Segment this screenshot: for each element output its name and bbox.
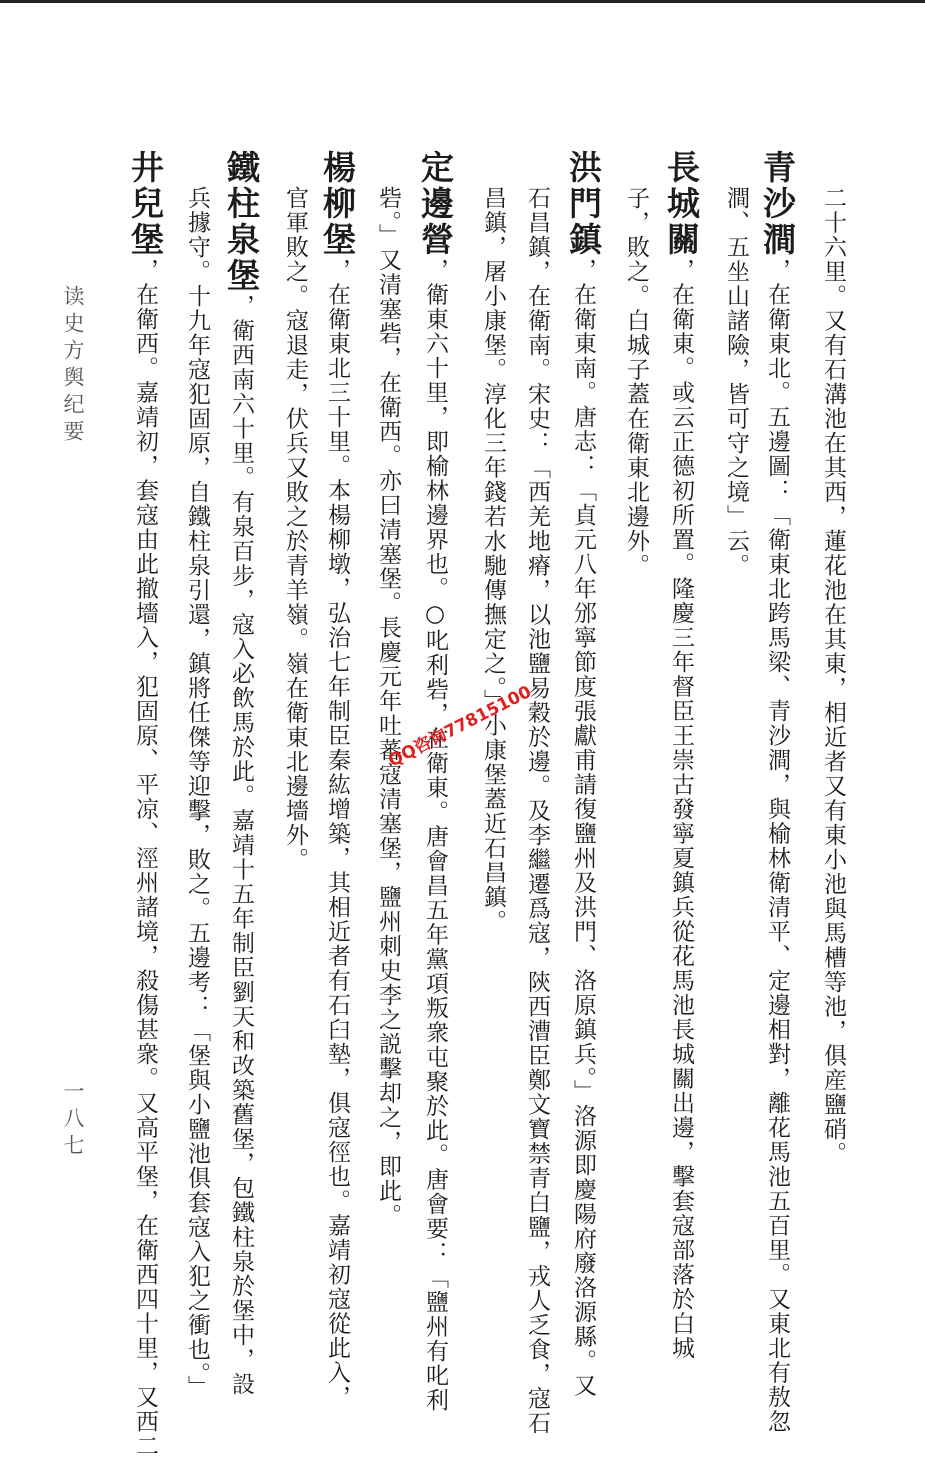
column-heading: 青沙澗: [758, 150, 797, 258]
column-text: 砦。」又清塞砦，在衛西。亦曰清塞堡。長慶元年吐蕃寇清塞堡，鹽州刺史李之説擊却之，即此。: [375, 186, 401, 1228]
text-column-2: [758, 150, 797, 1434]
column-text: ，衛西南六十里。有泉百步，寇入必飲馬於此。嘉靖十五年制臣劉天和改築舊堡，包鐵柱泉於堡中，設: [228, 294, 254, 1397]
text-column-8: [478, 186, 508, 934]
column-text: 官軍敗之。寇退走，伏兵又敗之於青羊嶺。嶺在衛東北邊墻外。: [282, 186, 308, 872]
text-column-15: [126, 150, 165, 1459]
column-heading: 楊柳堡: [318, 150, 357, 258]
text-column-10: [373, 186, 403, 1228]
column-text: 石昌鎮，在衛南。宋史：「西羌地瘠，以池鹽易穀於邊。及李繼遷爲寇，陝西漕臣鄭文寶禁青白鹽，戎人乏食，寇石: [524, 186, 550, 1436]
column-heading: 定邊營: [416, 150, 455, 258]
text-column-6: [564, 150, 603, 1398]
text-column-14: [182, 186, 212, 1400]
column-text: ，在衛東北。五邊圖：「衛東北跨馬梁、青沙澗，與榆林衛清平、定邊相對，離花馬池五百里。又東北有敖忽: [764, 258, 790, 1434]
text-column-4: [662, 150, 701, 1361]
column-text: 澗、五坐山諸險，皆可守之境」云。: [723, 186, 749, 578]
column-text: ，在衛東。或云正德初所置。隆慶三年督臣王崇古發寧夏鎮兵從花馬池長城關出邊，擊套寇部落於白城: [668, 258, 694, 1361]
text-column-11: [318, 150, 357, 1410]
text-column-7: [522, 186, 552, 1436]
column-text: ，在衛西。嘉靖初，套寇由此撤墻入，犯固原、平凉、涇州諸境，殺傷甚衆。又高平堡，在衛西四十里，又西二: [132, 258, 158, 1459]
column-heading: 鐵柱泉堡: [222, 150, 261, 294]
watermark: QQ咨询77815100: [385, 682, 535, 772]
column-text: 兵據守。十九年寇犯固原，自鐵柱泉引還，鎮將任傑等迎擊，敗之。五邊考：「堡與小鹽池俱套寇入犯之衝也。」: [184, 186, 210, 1400]
column-text: ，在衛東北三十里。本楊柳墩，弘治七年制臣秦紘增築，其相近者有石臼墊，俱寇徑也。嘉靖初寇從此入，: [324, 258, 350, 1410]
top-border-rule: [0, 0, 925, 3]
column-text: ，衛東六十里，即榆林邊界也。○叱利砦，在衛東。唐會昌五年黨項叛衆屯聚於此。唐會要：「鹽州有叱利: [422, 258, 448, 1413]
column-text: ，在衛東南。唐志：「貞元八年邠寧節度張獻甫請復鹽州及洪門、洛原鎮兵。」洛源即慶陽府廢洛源縣。又: [570, 258, 596, 1398]
column-text: 二十六里。又有石溝池在其西，蓮花池在其東，相近者又有東小池與馬槽等池，俱産鹽硝。: [820, 186, 846, 1166]
column-text: 子，敗之。白城子蓋在衛東北邊外。: [623, 186, 649, 578]
text-column-13: [222, 150, 261, 1397]
column-text: 昌鎮，屠小康堡。淳化三年錢若水馳傳撫定之。」小康堡蓋近石昌鎮。: [480, 186, 506, 934]
text-column-12: [280, 186, 310, 872]
text-column-1: [818, 186, 848, 1166]
book-title: 读史方舆纪要: [61, 285, 85, 447]
text-column-5: [621, 186, 651, 578]
text-column-3: [721, 186, 751, 578]
column-heading: 井兒堡: [126, 150, 165, 258]
column-heading: 長城關: [662, 150, 701, 258]
column-heading: 洪門鎮: [564, 150, 603, 258]
text-column-9: [416, 150, 455, 1413]
page-number: 一八七: [61, 1080, 85, 1161]
